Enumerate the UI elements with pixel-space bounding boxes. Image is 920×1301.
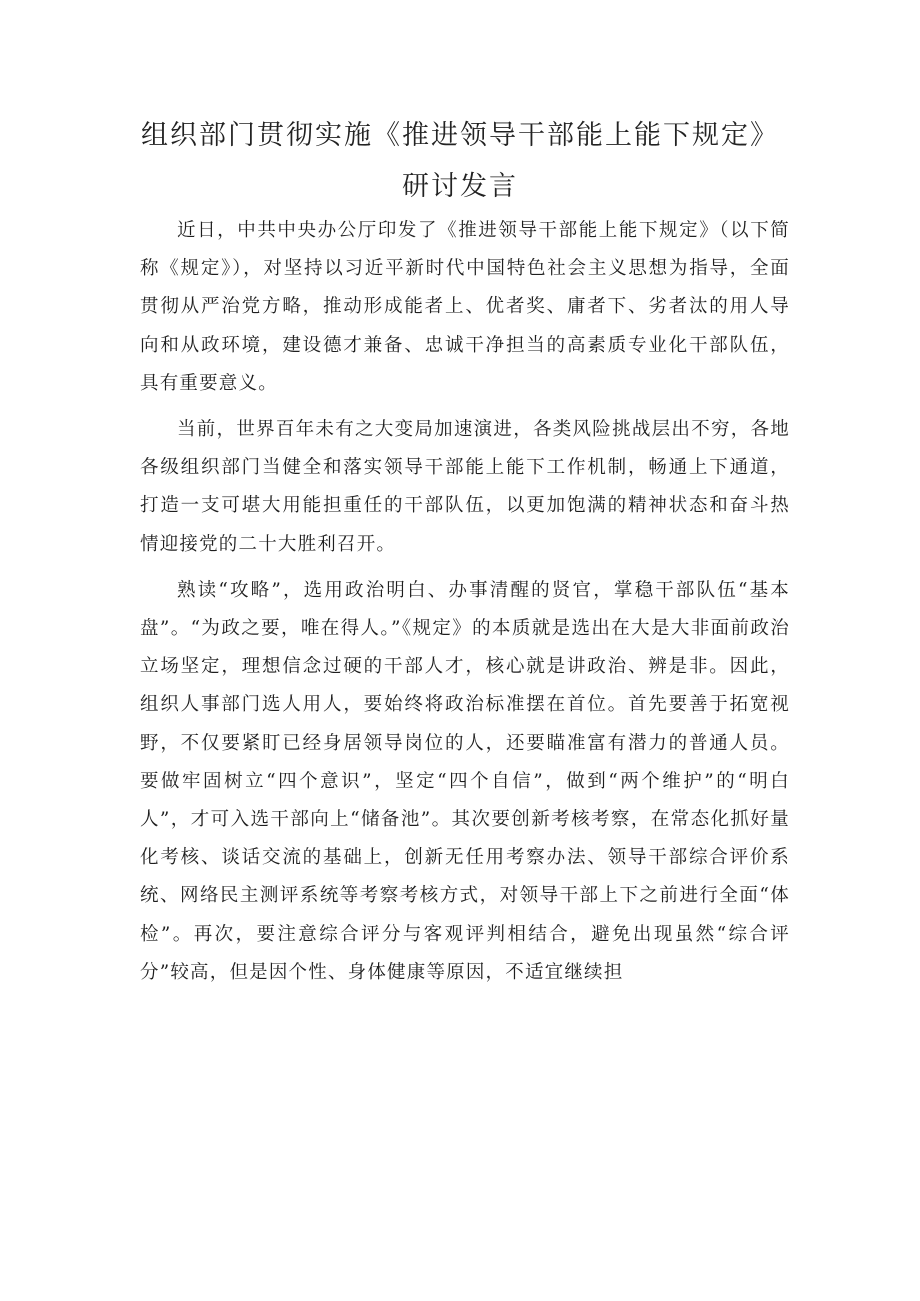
document-body [140, 212, 790, 1000]
paragraph-1: 近日，中共中央办公厅印发了《推进领导干部能上能下规定》（以下简称《规定》），对坚持以习近平新时代中国特色社会主义思想为指导，全面贯彻从严治党方略，推动形成能者上、优者奖、庸者下、劣者汰的用人导向和从政环境，建设德才兼备、忠诚干净担当的高素质专业化干部队伍，具有重要意义。 [140, 220, 790, 394]
paragraph-3: 熟读“攻略”，选用政治明白、办事清醒的贤官，掌稳干部队伍“基本盘”。“为政之要，唯在得人。”《规定》的本质就是选出在大是大非面前政治立场坚定，理想信念过硬的干部人才，核心就是讲政治、辨是非。因此，组织人事部门选人用人，要始终将政治标准摆在首位。首先要善于拓宽视野，不仅要紧盯已经身居领导岗位的人，还要瞄准富有潜力的普通人员。要做牢固树立“四个意识”，坚定“四个自信”，做到“两个维护”的“明白人”，才可入选干部向上“储备池”。其次要创新考核考察，在常态化抓好量化考核、谈话交流的基础上，创新无任用考察办法、领导干部综合评价系统、网络民主测评系统等考察考核方式，对领导干部上下之前进行全面“体检”。再次，要注意综合评分与客观评判相结合，避免出现虽然“综合评分”较高，但是因个性、身体健康等原因，不适宜继续担 [140, 579, 790, 983]
document-title-line-1: 组织部门贯彻实施《推进领导干部能上能下规定》 [141, 120, 779, 151]
paragraph-2: 当前，世界百年未有之大变局加速演进，各类风险挑战层出不穷，各地各级组织部门当健全和落实领导干部能上能下工作机制，畅通上下通道，打造一支可堪大用能担重任的干部队伍，以更加饱满的精神状态和奋斗热情迎接党的二十大胜利召开。 [140, 419, 790, 555]
document-title-line-2: 研讨发言 [402, 171, 518, 202]
